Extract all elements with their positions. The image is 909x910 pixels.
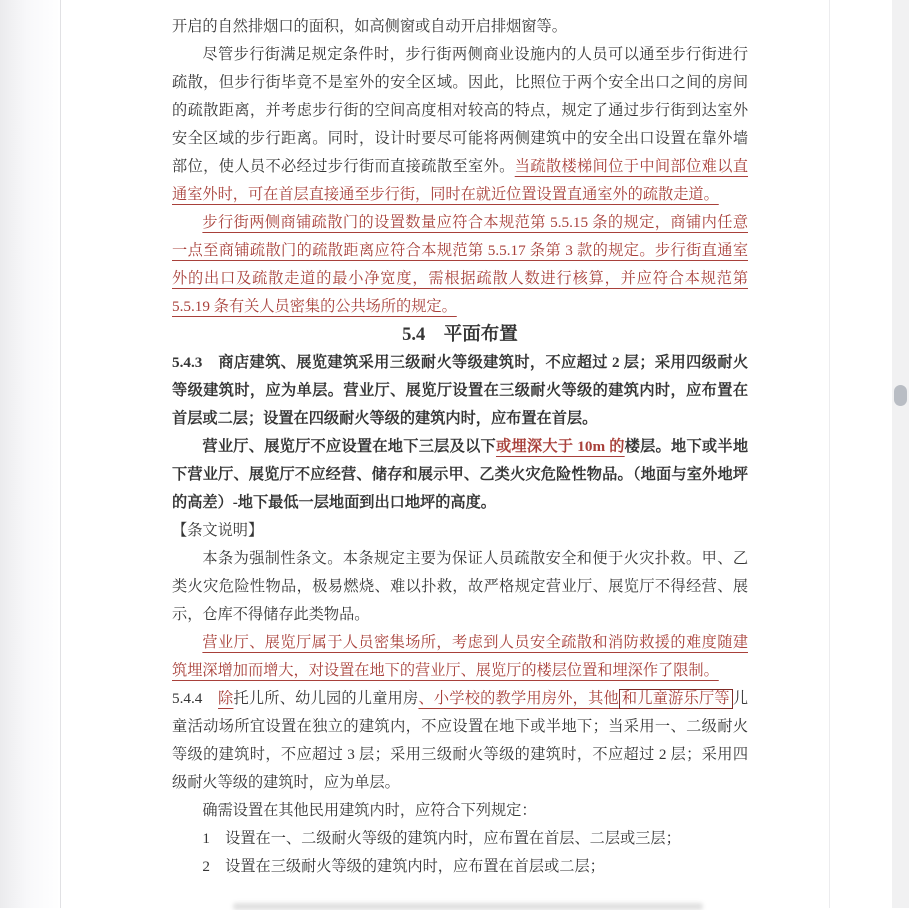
text-run: 尽管步行街满足规定条件时，步行街两侧商业设施内的人员可以通至步行街进行疏散，但步行街毕竟不是室外的安全区域。因此，比照位于两个安全出口之间的房间的疏散距离，并考虑步行街的空间高度相对较高的特点，规定了通过步行街到达室外安全区域的步行距离。同时，设计时要尽可能将两侧建筑中的安全出口设置在靠外墙部位，使人员不必经过步行街而直接疏散至室外。	[172, 46, 748, 175]
text-run: 【条文说明】	[172, 522, 264, 539]
document-page	[60, 0, 830, 908]
text-run: 儿童活动场所宜设置在独立的建筑内，不应设置在地下或半地下；当采用一、二级耐火等级的建筑时，不应超过 3 层；采用三级耐火等级的建筑时，不应超过 2 层；采用四级耐火等级的建筑时，应为单层。	[172, 690, 749, 791]
bold-text-run: 营业厅、展览厅不应设置在地下三层及以下	[202, 438, 496, 455]
text-run: 2 设置在三级耐火等级的建筑内时，应布置在首层或二层；	[202, 858, 605, 875]
revision-underline-run: 步行街两侧商铺疏散门的设置数量应符合本规范第 5.5.15 条的规定，商铺内任意一点至商铺疏散门的疏散距离应符合本规范第 5.5.17 条第 3 款的规定。步行街直通室外的出口及疏散走道的最小净宽度，需根据疏散人数进行核算，并应符合本规范第 5.5.19 条有关人员密集的公共场所的规定。	[172, 214, 748, 315]
clause-5-4-4-item-2	[172, 853, 748, 881]
revision-underline-run: 或埋深大于 10m 的	[495, 438, 625, 455]
bold-text-run: 楼层。地下或半地下营业厅、展览厅不应经营、储存和展示甲、乙类火灾危险性物品。（地面与室外地坪的高差）-地下最低一层地面到出口地坪的高度。	[172, 438, 749, 511]
text-run: 开启的自然排烟口的面积，如高侧窗或自动开启排烟窗等。	[172, 18, 567, 35]
text-run: 确需设置在其他民用建筑内时，应符合下列规定：	[202, 802, 537, 819]
page-left-shadow-edge	[0, 0, 60, 908]
revision-underline-run: 当疏散楼梯间位于中间部位难以直通室外时，可在首层直接通至步行街，同时在就近位置设置直通室外的疏散走道。	[172, 158, 748, 203]
section-heading-5-4	[172, 321, 748, 349]
boxed-revision-run: 和儿童游乐厅等	[619, 689, 733, 709]
text-run: 本条为强制性条文。本条规定主要为保证人员疏散安全和便于火灾扑救。甲、乙类火灾危险性物品，极易燃烧、难以扑救，故严格规定营业厅、展览厅不得经营、展示，仓库不得储存此类物品。	[172, 550, 748, 623]
text-run: 5.4.4	[172, 690, 219, 707]
explanation-body-paragraph	[172, 545, 748, 629]
revision-underline-run: 营业厅、展览厅属于人员密集场所，考虑到人员安全疏散和消防救援的难度随建筑埋深增加而增大，对设置在地下的营业厅、展览厅的楼层位置和埋深作了限制。	[172, 634, 748, 679]
clause-5-4-4-other-buildings-paragraph	[172, 797, 748, 825]
clause-5-4-4-paragraph	[172, 685, 748, 797]
revision-underline-run: 、小学校的教学用房外，其他	[418, 690, 619, 707]
text-run: 1 设置在一、二级耐火等级的建筑内时，应布置在首层、二层或三层；	[202, 830, 681, 847]
cutoff-next-line-fragment	[233, 903, 703, 910]
vertical-scrollbar-track[interactable]	[892, 0, 909, 908]
shop-evacuation-door-revision-paragraph	[172, 209, 748, 321]
pedestrian-street-explanation-paragraph	[172, 41, 748, 209]
smoke-vent-continuation-paragraph	[172, 13, 748, 41]
bold-text-run: 5.4.3 商店建筑、展览建筑采用三级耐火等级建筑时，不应超过 2 层；采用四级耐火等级建筑时，应为单层。营业厅、展览厅设置在三级耐火等级的建筑内时，应布置在首层或二层；设置在四级耐火等级的建筑内时，应布置在首层。	[172, 354, 748, 427]
clause-5-4-3-paragraph	[172, 349, 748, 433]
vertical-scrollbar-thumb[interactable]	[894, 385, 907, 406]
explanation-revision-paragraph	[172, 629, 748, 685]
bold-text-run: 5.4 平面布置	[402, 325, 518, 345]
document-page-text	[172, 13, 748, 881]
text-run: 托儿所、幼儿园的儿童用房	[233, 690, 419, 707]
article-explanation-label	[172, 517, 748, 545]
revision-underline-run: 除	[218, 690, 234, 707]
clause-5-4-4-item-1	[172, 825, 748, 853]
clause-5-4-3-basement-paragraph	[172, 433, 748, 517]
